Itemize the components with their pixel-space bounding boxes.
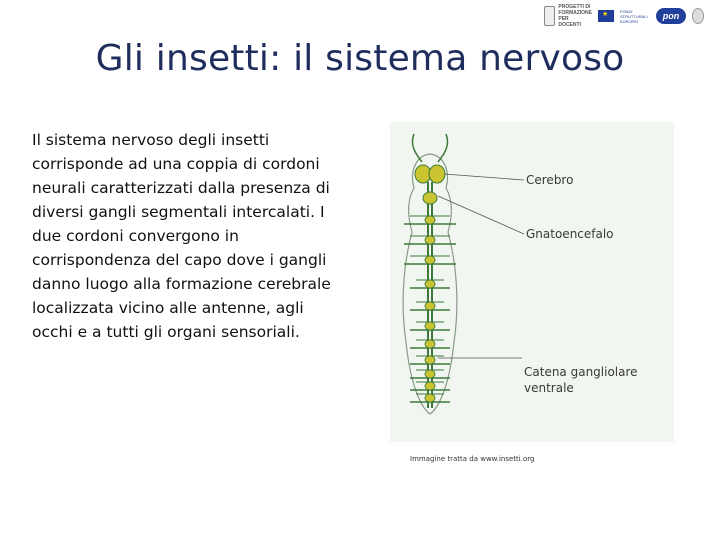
segmental-ganglion <box>425 382 435 390</box>
nervous-system-figure <box>390 122 674 442</box>
segmental-ganglion <box>425 394 435 402</box>
subesophageal-ganglion <box>423 192 437 204</box>
miur-seal-icon <box>544 6 555 26</box>
segmental-ganglion <box>425 322 435 330</box>
fondi-strutturali-logo: FONDI STRUTTURALI EUROPEI <box>620 8 648 24</box>
segmental-ganglion <box>425 216 435 224</box>
miur-logo <box>544 4 592 28</box>
segmental-ganglion <box>425 370 435 378</box>
miur-logo-text: PROGETTI DI FORMAZIONE PER DOCENTI <box>558 4 592 28</box>
eu-flag-icon <box>598 10 614 22</box>
segmental-ganglion <box>425 256 435 264</box>
slide-title: Gli insetti: il sistema nervoso <box>95 38 625 79</box>
pon-logo: pon <box>656 8 686 24</box>
label-gnatoencefalo: Gnatoencefalo <box>526 227 614 241</box>
label-cerebro: Cerebro <box>526 173 574 187</box>
italian-republic-emblem-icon <box>692 8 704 24</box>
segmental-ganglion <box>425 302 435 310</box>
leader-line-cerebro <box>444 174 524 180</box>
segmental-ganglion <box>425 280 435 288</box>
label-catena-gangliolare: Catena gangliolare ventrale <box>524 365 638 395</box>
segmental-ganglion <box>425 356 435 364</box>
segmental-ganglion <box>425 236 435 244</box>
figure-caption: Immagine tratta da www.insetti.org <box>410 455 535 463</box>
segmental-ganglion <box>425 340 435 348</box>
header-logos <box>544 3 714 29</box>
brain-right-lobe <box>429 165 445 183</box>
slide-body-text: Il sistema nervoso degli insetti corrisponde ad una coppia di cordoni neurali caratterizzati dalla presenza di diversi gangli segmentali intercalati. I due cordoni convergono in corrispondenza del capo dove i gangli danno luogo alla formazione cerebrale localizzata vicino alle antenne, agli occhi e a tutti gli organi sensoriali. <box>32 131 331 341</box>
